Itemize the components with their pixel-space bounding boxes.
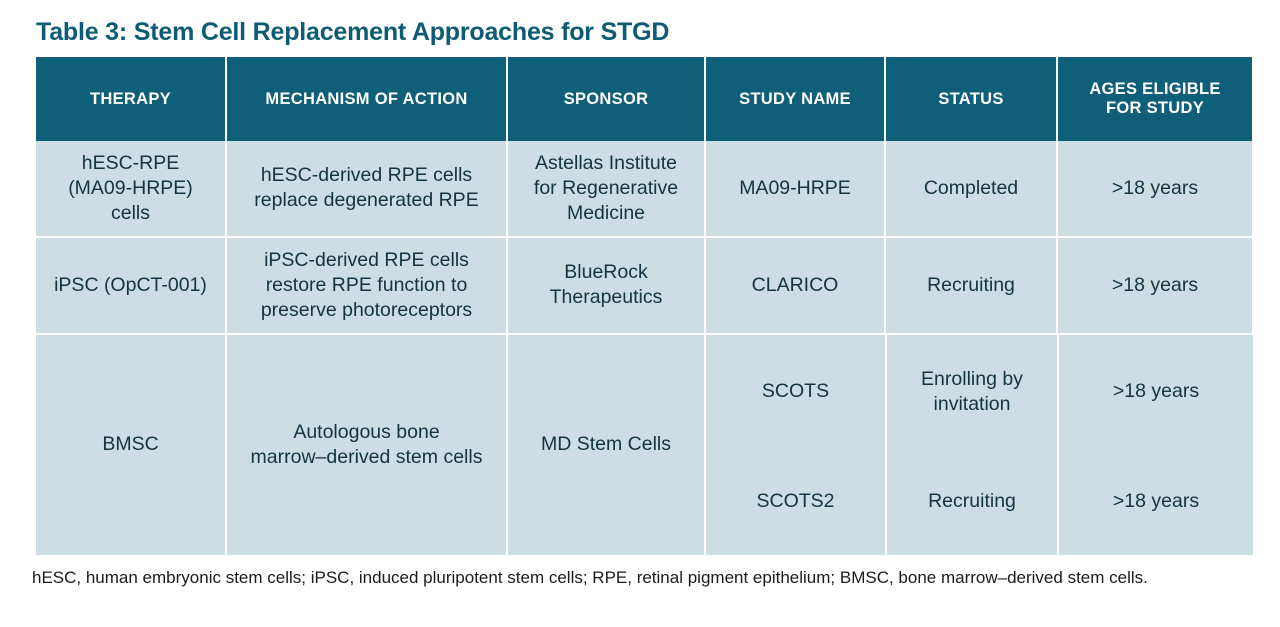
column-header-ages-eligible xyxy=(1057,57,1252,141)
cell-status: Completed xyxy=(885,141,1057,237)
table-header xyxy=(36,57,1252,141)
table-row xyxy=(36,334,1252,555)
cell-therapy xyxy=(36,141,226,237)
cell-ages: >18 years xyxy=(1058,449,1253,555)
cell-mechanism-line2: marrow–derived stem cells xyxy=(250,445,483,468)
cell-ages: >18 years xyxy=(1058,335,1253,449)
table-container xyxy=(36,57,1252,555)
cell-study-subtable xyxy=(705,334,1252,555)
table-row xyxy=(36,141,1252,237)
table-body xyxy=(36,141,1252,555)
cell-therapy-line1: hESC-RPE xyxy=(81,152,180,174)
cell-sponsor-line3: Medicine xyxy=(566,201,646,224)
cell-mechanism xyxy=(226,334,507,555)
study-subrow xyxy=(706,449,1253,555)
stem-cell-approaches-table xyxy=(36,57,1252,555)
column-header-therapy: THERAPY xyxy=(36,57,226,141)
cell-sponsor-line1: BlueRock xyxy=(564,261,648,284)
cell-mechanism-line1: Autologous bone xyxy=(293,420,440,443)
cell-mechanism-line1: hESC-derived RPE cells xyxy=(260,164,473,187)
column-header-ages-line2: FOR STUDY xyxy=(1105,99,1205,117)
cell-mechanism xyxy=(226,141,507,237)
cell-status: Recruiting xyxy=(885,237,1057,334)
cell-status-line1: Enrolling by xyxy=(921,367,1023,390)
cell-mechanism-line3: preserve photoreceptors xyxy=(260,298,473,321)
cell-mechanism xyxy=(226,237,507,334)
cell-sponsor-line2: Therapeutics xyxy=(549,286,663,309)
cell-status xyxy=(886,335,1058,449)
cell-mechanism-line1: iPSC-derived RPE cells xyxy=(264,248,469,271)
table-row xyxy=(36,237,1252,334)
column-header-ages-line1: AGES ELIGIBLE xyxy=(1089,80,1221,99)
study-subtable xyxy=(706,335,1253,555)
cell-ages: >18 years xyxy=(1057,237,1252,334)
cell-study-name: CLARICO xyxy=(705,237,885,334)
cell-mechanism-line2: replace degenerated RPE xyxy=(254,189,479,212)
cell-sponsor: MD Stem Cells xyxy=(507,334,705,555)
table-footnote: hESC, human embryonic stem cells; iPSC, induced pluripotent stem cells; RPE, retinal pigment epithelium; BMSC, bone marrow–derived stem cells. xyxy=(32,567,1148,587)
table-header-row xyxy=(36,57,1252,141)
cell-status-line2: invitation xyxy=(933,392,1011,415)
cell-therapy: BMSC xyxy=(36,334,226,555)
column-header-status: STATUS xyxy=(885,57,1057,141)
cell-sponsor xyxy=(507,237,705,334)
column-header-study-name: STUDY NAME xyxy=(705,57,885,141)
cell-study-name: SCOTS2 xyxy=(706,449,886,555)
study-subrow xyxy=(706,335,1253,449)
column-header-sponsor: SPONSOR xyxy=(507,57,705,141)
cell-sponsor xyxy=(507,141,705,237)
cell-ages: >18 years xyxy=(1057,141,1252,237)
cell-status: Recruiting xyxy=(886,449,1058,555)
cell-study-name: SCOTS xyxy=(706,335,886,449)
cell-sponsor-line1: Astellas Institute xyxy=(535,152,677,174)
cell-sponsor-line2: for Regenerative xyxy=(533,176,679,199)
cell-study-name: MA09-HRPE xyxy=(705,141,885,237)
cell-therapy-line2: (MA09-HRPE) cells xyxy=(68,176,193,224)
cell-mechanism-line2: restore RPE function to xyxy=(265,273,468,296)
page-title: Table 3: Stem Cell Replacement Approaches for STGD xyxy=(36,18,670,46)
cell-therapy: iPSC (OpCT-001) xyxy=(36,237,226,334)
column-header-mechanism-of-action: MECHANISM OF ACTION xyxy=(226,57,507,141)
